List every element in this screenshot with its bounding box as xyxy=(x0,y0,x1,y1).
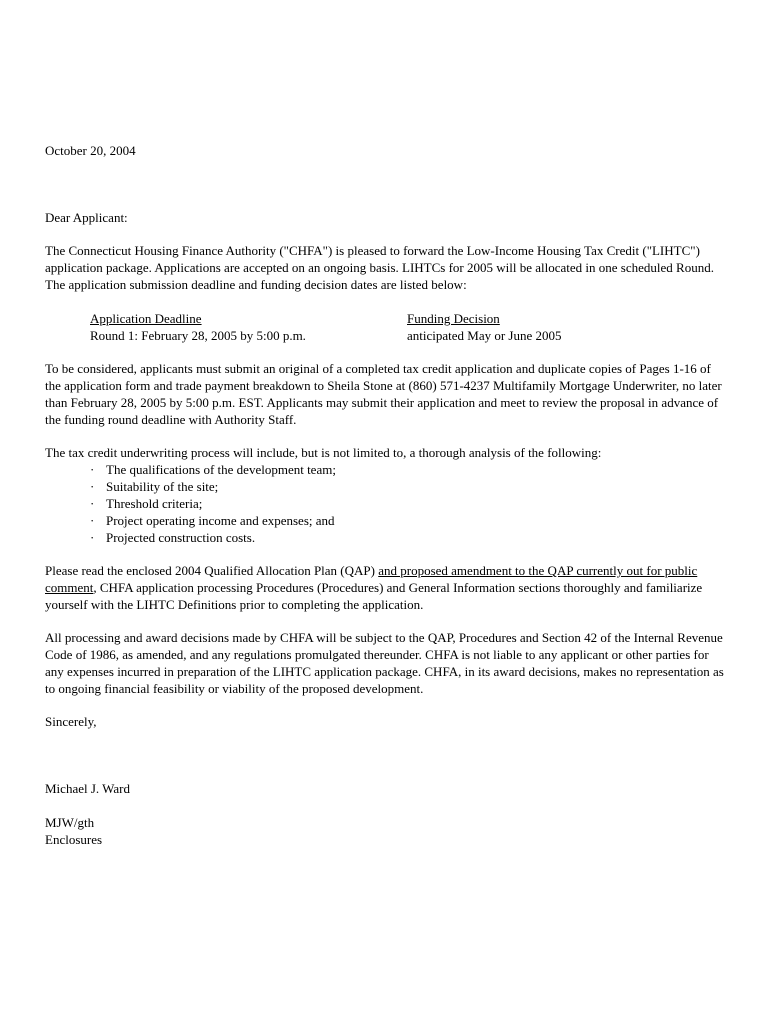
bullet-icon: · xyxy=(90,462,95,477)
application-deadline-value: Round 1: February 28, 2005 by 5:00 p.m. xyxy=(90,328,306,343)
signer-name: Michael J. Ward xyxy=(45,781,130,796)
bullet-icon: · xyxy=(90,513,95,528)
paragraph-underwriting: The tax credit underwriting process will include, but is not limited to, a thorough analysis of the following: xyxy=(45,445,602,460)
paragraph-submission: To be considered, applicants must submit an original of a completed tax credit application and duplicate copies of Pages 1-16 of the application form and trade payment breakdown to Sheila Stone at (860) 571-4237 Multifamily Mortgage Underwriter, no later than February 28, 2005 by 5:00 p.m. EST. Applicants may submit their application and meet to review the proposal in advance of the funding round deadline with Authority Staff. xyxy=(45,361,722,427)
funding-decision-column xyxy=(407,310,562,344)
qap-amendment-underlined: and proposed amendment to the QAP currently out for public comment xyxy=(45,563,698,595)
bullet-icon: · xyxy=(90,496,95,511)
list-item: · The qualifications of the development team; xyxy=(90,462,336,477)
paragraph-qap: Please read the enclosed 2004 Qualified Allocation Plan (QAP) and proposed amendment to the QAP currently out for public comment, CHFA application processing Procedures (Procedures) and General Information sections thoroughly and familiarize yourself with the LIHTC Definitions prior to completing the application. xyxy=(45,563,703,612)
list-item: · Projected construction costs. xyxy=(90,530,256,545)
closing: Sincerely, xyxy=(45,714,97,729)
paragraph-intro: The Connecticut Housing Finance Authority ("CHFA") is pleased to forward the Low-Income Housing Tax Credit ("LIHTC") application package. Applications are accepted on an ongoing basis. LIHTCs for 2005 will be allocated in one scheduled Round. The application submission deadline and funding decision dates are listed below: xyxy=(45,243,714,292)
analysis-list xyxy=(90,461,336,546)
list-item: · Threshold criteria; xyxy=(90,496,203,511)
enclosures-note: Enclosures xyxy=(45,832,103,847)
letter-date: October 20, 2004 xyxy=(45,143,136,158)
bullet-icon: · xyxy=(90,530,95,545)
application-deadline-column xyxy=(90,310,306,344)
bullet-icon: · xyxy=(90,479,95,494)
list-item: · Suitability of the site; xyxy=(90,479,219,494)
application-deadline-header: Application Deadline xyxy=(90,311,202,326)
salutation: Dear Applicant: xyxy=(45,210,128,225)
funding-decision-header: Funding Decision xyxy=(407,311,500,326)
reference-initials: MJW/gth xyxy=(45,815,95,830)
paragraph-disclaimer: All processing and award decisions made by CHFA will be subject to the QAP, Procedures and Section 42 of the Internal Revenue Code of 1986, as amended, and any regulations promulgated thereunder. CHFA is not liable to any applicant or other parties for any expenses incurred in preparation of the LIHTC application package. CHFA, in its award decisions, makes no representation as to ongoing financial feasibility or viability of the proposed development. xyxy=(45,630,724,696)
list-item: · Project operating income and expenses; and xyxy=(90,513,335,528)
funding-decision-value: anticipated May or June 2005 xyxy=(407,328,562,343)
